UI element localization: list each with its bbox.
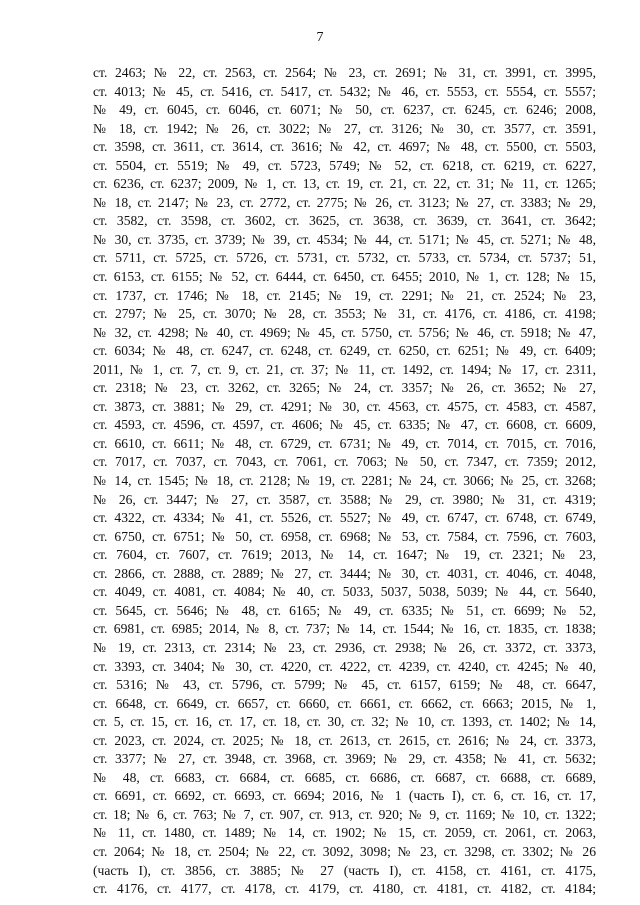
text-line: ст. 2866, ст. 2888, ст. 2889; № 27, ст. 3444; № 30, ст. 4031, ст. 4046, ст. 4048, [93,565,596,581]
text-line: № 19, ст. 2313, ст. 2314; № 23, ст. 2936, ст. 2938; № 26, ст. 3372, ст. 3373, [93,639,596,655]
text-line: № 18, ст. 2147; № 23, ст. 2772, ст. 2775; № 26, ст. 3123; № 27, ст. 3383; № 29, [93,194,596,210]
text-line: ст. 5645, ст. 5646; № 48, ст. 6165; № 49, ст. 6335; № 51, ст. 6699; № 52, [93,602,596,618]
text-line: ст. 5711, ст. 5725, ст. 5726, ст. 5731, ст. 5732, ст. 5733, ст. 5734, ст. 5737; 51, [93,250,596,266]
text-line: ст. 2463; № 22, ст. 2563, ст. 2564; № 23, ст. 2691; № 31, ст. 3991, ст. 3995, [93,65,596,80]
text-line: ст. 4013; № 45, ст. 5416, ст. 5417, ст. 5432; № 46, ст. 5553, ст. 5554, ст. 5557; [93,83,596,99]
text-line: ст. 2318; № 23, ст. 3262, ст. 3265; № 24, ст. 3357; № 26, ст. 3652; № 27, [93,380,596,396]
text-line: ст. 18; № 6, ст. 763; № 7, ст. 907, ст. 913, ст. 920; № 9, ст. 1169; № 10, ст. 1322; [93,806,596,822]
text-line: ст. 7604, ст. 7607, ст. 7619; 2013, № 14, ст. 1647; № 19, ст. 2321; № 23, [93,547,596,563]
text-line: ст. 5, ст. 15, ст. 16, ст. 17, ст. 18, ст. 30, ст. 32; № 10, ст. 1393, ст. 1402; № 14, [93,714,596,730]
text-line: № 11, ст. 1480, ст. 1489; № 14, ст. 1902; № 15, ст. 2059, ст. 2061, ст. 2063, [93,825,596,841]
text-line: ст. 4049, ст. 4081, ст. 4084; № 40, ст. 5033, 5037, 5038, 5039; № 44, ст. 5640, [93,584,596,600]
text-line: ст. 6153, ст. 6155; № 52, ст. 6444, ст. 6450, ст. 6455; 2010, № 1, ст. 128; № 15, [93,269,596,285]
text-line: ст. 3873, ст. 3881; № 29, ст. 4291; № 30, ст. 4563, ст. 4575, ст. 4583, ст. 4587, [93,398,596,414]
text-line: ст. 3582, ст. 3598, ст. 3602, ст. 3625, ст. 3638, ст. 3639, ст. 3641, ст. 3642; [93,213,596,229]
text-line: ст. 6236, ст. 6237; 2009, № 1, ст. 13, ст. 19, ст. 21, ст. 22, ст. 31; № 11, ст. 1265; [93,176,596,192]
body-text [93,64,596,899]
text-line: ст. 2797; № 25, ст. 3070; № 28, ст. 3553; № 31, ст. 4176, ст. 4186, ст. 4198; [93,306,596,322]
text-line: ст. 6034; № 48, ст. 6247, ст. 6248, ст. 6249, ст. 6250, ст. 6251; № 49, ст. 6409; [93,343,596,359]
text-line: ст. 6691, ст. 6692, ст. 6693, ст. 6694; 2016, № 1 (часть I), ст. 6, ст. 16, ст. 17, [93,788,596,804]
text-line: № 18, ст. 1942; № 26, ст. 3022; № 27, ст. 3126; № 30, ст. 3577, ст. 3591, [93,120,596,136]
text-line: № 26, ст. 3447; № 27, ст. 3587, ст. 3588; № 29, ст. 3980; № 31, ст. 4319; [93,491,596,507]
text-line: № 30, ст. 3735, ст. 3739; № 39, ст. 4534; № 44, ст. 5171; № 45, ст. 5271; № 48, [93,231,596,247]
text-line: ст. 6750, ст. 6751; № 50, ст. 6958, ст. 6968; № 53, ст. 7584, ст. 7596, ст. 7603, [93,528,596,544]
text-line: ст. 7017, ст. 7037, ст. 7043, ст. 7061, ст. 7063; № 50, ст. 7347, ст. 7359; 2012, [93,454,596,470]
text-line: ст. 6981, ст. 6985; 2014, № 8, ст. 737; № 14, ст. 1544; № 16, ст. 1835, ст. 1838; [93,621,596,637]
text-line: ст. 5504, ст. 5519; № 49, ст. 5723, 5749; № 52, ст. 6218, ст. 6219, ст. 6227, [93,157,596,173]
text-line: ст. 5316; № 43, ст. 5796, ст. 5799; № 45, ст. 6157, 6159; № 48, ст. 6647, [93,677,596,693]
text-line: ст. 6648, ст. 6649, ст. 6657, ст. 6660, ст. 6661, ст. 6662, ст. 6663; 2015, № 1, [93,695,596,711]
text-line: ст. 2023, ст. 2024, ст. 2025; № 18, ст. 2613, ст. 2615, ст. 2616; № 24, ст. 3373, [93,732,596,748]
page-number: 7 [316,30,324,45]
text-line: ст. 3393, ст. 3404; № 30, ст. 4220, ст. 4222, ст. 4239, ст. 4240, ст. 4245; № 40, [93,658,596,674]
text-line: № 49, ст. 6045, ст. 6046, ст. 6071; № 50, ст. 6237, ст. 6245, ст. 6246; 2008, [93,102,596,118]
text-line: (часть I), ст. 3856, ст. 3885; № 27 (часть I), ст. 4158, ст. 4161, ст. 4175, [93,862,596,878]
text-line: ст. 3598, ст. 3611, ст. 3614, ст. 3616; № 42, ст. 4697; № 48, ст. 5500, ст. 5503, [93,139,596,155]
text-line: № 32, ст. 4298; № 40, ст. 4969; № 45, ст. 5750, ст. 5756; № 46, ст. 5918; № 47, [93,324,596,340]
text-line: ст. 2064; № 18, ст. 2504; № 22, ст. 3092, 3098; № 23, ст. 3298, ст. 3302; № 26 [93,843,596,859]
text-line: ст. 1737, ст. 1746; № 18, ст. 2145; № 19, ст. 2291; № 21, ст. 2524; № 23, [93,287,596,303]
text-line: ст. 4322, ст. 4334; № 41, ст. 5526, ст. 5527; № 49, ст. 6747, ст. 6748, ст. 6749, [93,510,596,526]
text-line: ст. 6610, ст. 6611; № 48, ст. 6729, ст. 6731; № 49, ст. 7014, ст. 7015, ст. 7016, [93,435,596,451]
text-line: ст. 3377; № 27, ст. 3948, ст. 3968, ст. 3969; № 29, ст. 4358; № 41, ст. 5632; [93,751,596,767]
text-line: ст. 4176, ст. 4177, ст. 4178, ст. 4179, ст. 4180, ст. 4181, ст. 4182, ст. 4184; [93,881,596,897]
text-line: № 14, ст. 1545; № 18, ст. 2128; № 19, ст. 2281; № 24, ст. 3066; № 25, ст. 3268; [93,473,596,489]
text-line: № 48, ст. 6683, ст. 6684, ст. 6685, ст. 6686, ст. 6687, ст. 6688, ст. 6689, [93,769,596,785]
text-line: 2011, № 1, ст. 7, ст. 9, ст. 21, ст. 37; № 11, ст. 1492, ст. 1494; № 17, ст. 2311, [93,361,596,377]
text-line: ст. 4593, ст. 4596, ст. 4597, ст. 4606; № 45, ст. 6335; № 47, ст. 6608, ст. 6609, [93,417,596,433]
